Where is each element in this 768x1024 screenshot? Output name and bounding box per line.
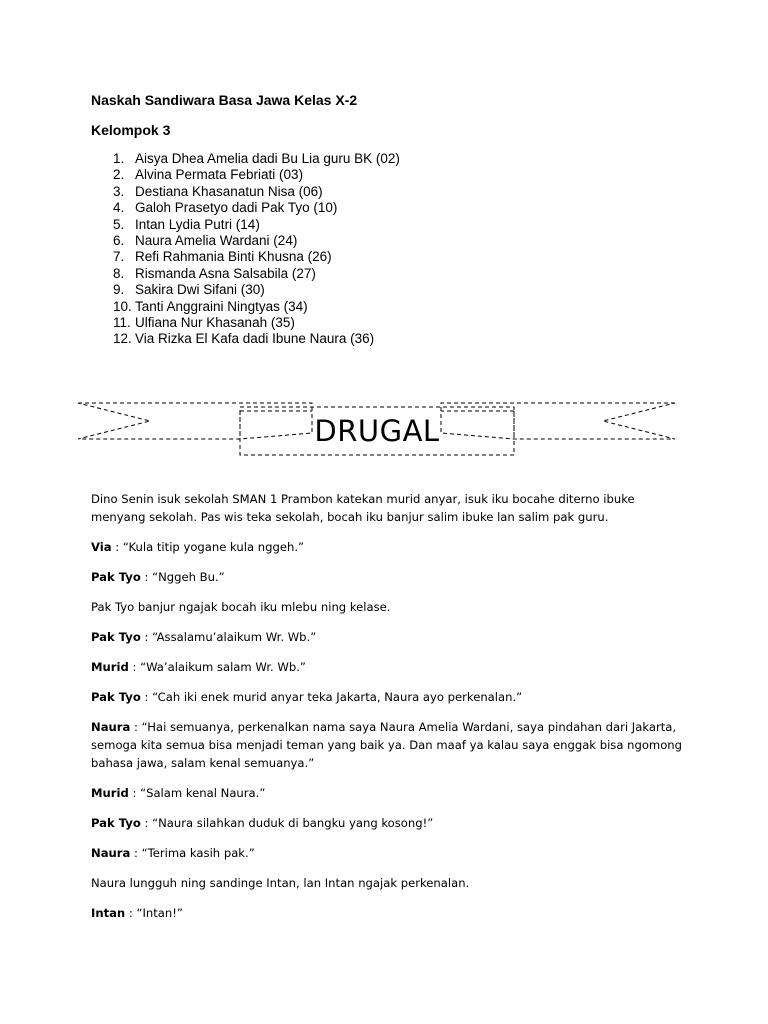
list-item: 9. Sakira Dwi Sifani (30) [113, 282, 265, 298]
dialogue-line: Naura : “Hai semuanya, perkenalkan nama saya Naura Amelia Wardani, saya pindahan dari Jakarta, semoga kita semua bisa menjadi teman yang baik ya. Dan maaf ya kalau saya enggak bisa ngomong bahasa jawa, salam kenal semuanya.” [91, 720, 683, 770]
list-item: 12. Via Rizka El Kafa dadi Ibune Naura (36) [113, 331, 375, 347]
list-item: 6. Naura Amelia Wardani (24) [113, 232, 298, 248]
dialogue-line: Murid : “Wa’alaikum salam Wr. Wb.” [91, 660, 306, 674]
list-item: 1. Aisya Dhea Amelia dadi Bu Lia guru BK (02) [113, 151, 400, 166]
list-item: 5. Intan Lydia Putri (14) [113, 216, 260, 232]
paragraph: Dino Senin isuk sekolah SMAN 1 Prambon katekan murid anyar, isuk iku bocahe diterno ibuke menyang sekolah. Pas wis teka sekolah, bocah iku banjur salim ibuke lan salim pak guru. [91, 492, 635, 524]
member-list [91, 151, 691, 348]
dialogue-line: Pak Tyo : “Assalamu’alaikum Wr. Wb.” [91, 630, 317, 644]
dialogue-line: Naura : “Terima kasih pak.” [91, 846, 255, 860]
dialogue-line: Pak Tyo : “Naura silahkan duduk di bangku yang kosong!” [91, 816, 434, 830]
list-item: 8. Rismanda Asna Salsabila (27) [113, 265, 316, 281]
dialogue-line: Via : “Kula titip yogane kula nggeh.” [91, 540, 305, 554]
dialogue-line: Murid : “Salam kenal Naura.” [91, 786, 266, 800]
list-item: 3. Destiana Khasanatun Nisa (06) [113, 183, 323, 199]
dialogue-line: Pak Tyo : “Nggeh Bu.” [91, 570, 225, 584]
paragraph: Pak Tyo banjur ngajak bocah iku mlebu ning kelase. [91, 600, 391, 614]
list-item: 10. Tanti Anggraini Ningtyas (34) [113, 298, 308, 314]
dialogue-line: Pak Tyo : “Cah iki enek murid anyar teka Jakarta, Naura ayo perkenalan.” [91, 690, 523, 704]
list-item: 4. Galoh Prasetyo dadi Pak Tyo (10) [113, 200, 338, 216]
group-title: Kelompok 3 [91, 122, 171, 138]
script-body [91, 490, 691, 934]
dialogue-line: Intan : “Intan!” [91, 906, 183, 920]
page-title: Naskah Sandiwara Basa Jawa Kelas X-2 [91, 92, 358, 108]
list-item: 11. Ulfiana Nur Khasanah (35) [113, 314, 295, 330]
list-item: 7. Refi Rahmania Binti Khusna (26) [113, 249, 332, 265]
list-item: 2. Alvina Permata Febriati (03) [113, 167, 304, 183]
paragraph: Naura lungguh ning sandinge Intan, lan Intan ngajak perkenalan. [91, 876, 470, 890]
banner-title: DRUGAL [314, 414, 440, 448]
